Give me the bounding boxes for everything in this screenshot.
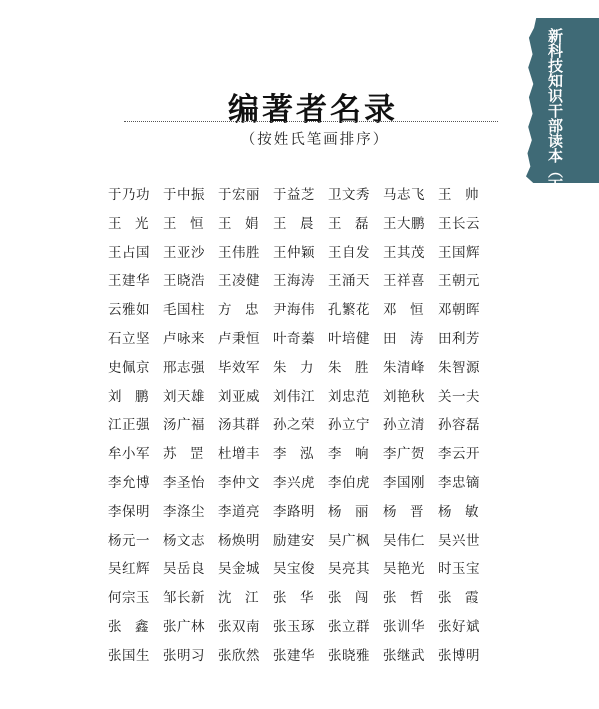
author-name: 王国辉 [438,244,480,261]
author-name: 方忠 [218,302,272,319]
author-name: 张立群 [328,618,370,635]
author-name: 吴艳光 [383,561,425,578]
author-name: 刘伟江 [273,388,315,405]
author-name: 孙立宁 [328,417,370,434]
author-name: 杨敏 [438,503,492,520]
author-name: 吴伟仁 [383,532,425,549]
author-name: 王光 [108,215,162,232]
author-name: 张继武 [383,647,425,664]
author-name: 邓朝晖 [438,302,480,319]
author-name: 李云开 [438,446,480,463]
author-name: 张训华 [383,618,425,635]
author-name: 云雅如 [108,302,150,319]
author-name: 刘艳秋 [383,388,425,405]
page-subtitle: （按姓氏笔画排序） [240,132,390,148]
author-name: 吴宝俊 [273,561,315,578]
author-name: 孔繁花 [328,302,370,319]
author-name: 于益芝 [273,187,315,203]
author-name: 张建华 [273,647,315,664]
author-name: 王海涛 [273,273,315,290]
author-name: 卢咏来 [163,330,205,347]
author-name: 张鑫 [108,618,162,635]
author-name: 张华 [273,590,327,607]
author-name: 杜增丰 [218,446,260,463]
author-name: 杨焕明 [218,532,260,549]
author-name: 吴亮其 [328,561,370,578]
author-name: 李保明 [108,503,150,520]
author-name: 邓恒 [383,302,437,319]
author-name: 何宗玉 [108,590,150,607]
author-name: 李圣怡 [163,474,205,491]
author-name: 杨元一 [108,532,150,549]
author-name: 王长云 [438,215,480,232]
author-name: 张晓雅 [328,647,370,664]
author-name: 朱智源 [438,359,480,376]
author-name: 朱力 [273,359,327,376]
author-name: 张广林 [163,618,205,635]
author-name: 孙立清 [383,417,425,434]
author-name: 孙之荣 [273,417,315,434]
author-name: 张玉琢 [273,618,315,635]
author-name: 王晨 [273,215,327,232]
author-name: 李兴虎 [273,474,315,491]
author-name: 卫文秀 [328,187,370,203]
author-name: 杨丽 [328,503,382,520]
author-name: 时玉宝 [438,561,480,578]
author-name: 苏罡 [163,446,217,463]
author-name: 石立坚 [108,330,150,347]
author-name: 张欣然 [218,647,260,664]
author-name: 叶奇蓁 [273,330,315,347]
author-name: 王伟胜 [218,244,260,261]
author-name: 李泓 [273,446,327,463]
author-name: 王娟 [218,215,272,232]
author-name: 李国刚 [383,474,425,491]
author-name: 杨文志 [163,532,205,549]
author-name: 李允博 [108,474,150,491]
author-name: 汤其群 [218,417,260,434]
author-name: 于中振 [163,187,205,203]
author-name: 王亚沙 [163,244,205,261]
author-name: 田涛 [383,330,437,347]
author-name: 吴金城 [218,561,260,578]
author-name: 王涌天 [328,273,370,290]
author-name: 王帅 [438,187,492,203]
author-name: 于宏丽 [218,187,260,203]
author-name: 王建华 [108,273,150,290]
author-name: 励建安 [273,532,315,549]
author-name: 李涤尘 [163,503,205,520]
author-name: 杨晋 [383,503,437,520]
author-name: 李响 [328,446,382,463]
author-name: 王朝元 [438,273,480,290]
author-name: 史佩京 [108,359,150,376]
author-name: 吴红辉 [108,561,150,578]
author-name: 朱胜 [328,359,382,376]
author-name: 王晓浩 [163,273,205,290]
author-name: 王其茂 [383,244,425,261]
author-name: 汤广福 [163,417,205,434]
author-name: 王凌健 [218,273,260,290]
author-name: 张霞 [438,590,492,607]
author-name: 张双南 [218,618,260,635]
author-name: 张好斌 [438,618,480,635]
author-name: 牟小军 [108,446,150,463]
author-name: 李路明 [273,503,315,520]
author-name: 毕效军 [218,359,260,376]
author-name: 张哲 [383,590,437,607]
author-name: 朱清峰 [383,359,425,376]
author-name: 张明习 [163,647,205,664]
author-name: 于乃功 [108,187,150,203]
author-name: 刘亚威 [218,388,260,405]
author-name: 李仲文 [218,474,260,491]
author-name: 刘鹏 [108,388,162,405]
author-name: 刘忠范 [328,388,370,405]
author-name: 王自发 [328,244,370,261]
author-name: 马志飞 [383,187,425,203]
page-title: 编著者名录 [228,92,398,128]
author-name: 李伯虎 [328,474,370,491]
author-name: 王仲颖 [273,244,315,261]
author-name: 王大鹏 [383,215,425,232]
author-name: 尹海伟 [273,302,315,319]
author-name: 李道亮 [218,503,260,520]
author-name: 关一夫 [438,388,480,405]
author-name: 卢秉恒 [218,330,260,347]
title-divider [124,121,498,122]
author-name: 吴兴世 [438,532,480,549]
author-name: 邹长新 [163,590,205,607]
author-name: 王祥喜 [383,273,425,290]
author-name: 孙容磊 [438,417,480,434]
author-name: 李忠镝 [438,474,480,491]
author-name: 沈江 [218,590,272,607]
author-name: 吴广枫 [328,532,370,549]
author-name: 邢志强 [163,359,205,376]
author-name: 吴岳良 [163,561,205,578]
author-name: 王占国 [108,244,150,261]
author-name: 刘天雄 [163,388,205,405]
author-name: 张国生 [108,647,150,664]
author-name: 叶培健 [328,330,370,347]
author-name: 李广贺 [383,446,425,463]
author-name: 王磊 [328,215,382,232]
author-name: 张闯 [328,590,382,607]
author-name-list [108,185,493,675]
side-tab-label: 新科技知识干部读本（下） [546,28,564,208]
author-name: 毛国柱 [163,302,205,319]
author-name: 江正强 [108,417,150,434]
author-name: 田利芳 [438,330,480,347]
author-name: 王恒 [163,215,217,232]
author-name: 张博明 [438,647,480,664]
